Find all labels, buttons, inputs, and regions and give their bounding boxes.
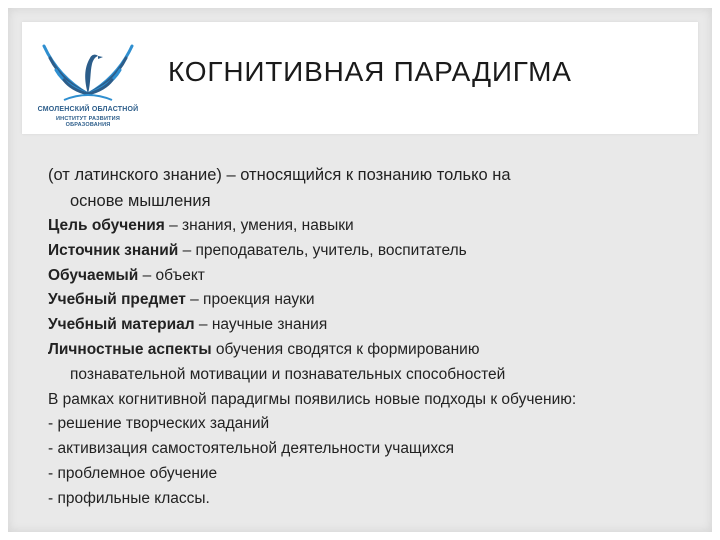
list-item — [48, 288, 692, 313]
logo-text-line2: ИНСТИТУТ РАЗВИТИЯ ОБРАЗОВАНИЯ — [56, 116, 120, 128]
approach-item: - решение творческих заданий — [48, 415, 270, 433]
definition-line-1: (от латинского знание) – относящийся к познанию только на — [48, 166, 511, 184]
definition-paragraph — [48, 162, 692, 214]
item-text: – объект — [138, 266, 205, 284]
item-text: – знания, умения, навыки — [164, 217, 354, 234]
item-term: Цель обучения — [48, 217, 165, 234]
item-term: Источник знаний — [48, 241, 179, 259]
aspects-line-1 — [48, 338, 692, 363]
item-term: Учебный предмет — [48, 291, 186, 309]
aspects-line-2: познавательной мотивации и познавательных способностей — [70, 365, 506, 383]
item-text: – научные знания — [194, 316, 328, 334]
aspects-term: Личностные аспекты — [48, 340, 212, 358]
logo-text-line1: СМОЛЕНСКИЙ ОБЛАСТНОЙ — [37, 106, 139, 113]
item-term: Учебный материал — [48, 316, 195, 334]
item-term: Обучаемый — [48, 266, 139, 284]
bird-wings-logo-icon — [34, 28, 142, 106]
title-banner — [22, 22, 698, 134]
approach-item: - проблемное обучение — [48, 464, 218, 482]
aspects-text-1: обучения сводятся к формированию — [211, 340, 480, 358]
item-text: – преподаватель, учитель, воспитатель — [178, 241, 467, 259]
slide-body — [48, 162, 692, 512]
approach-item: - профильные классы. — [48, 489, 210, 507]
list-item — [48, 264, 692, 289]
slide-title: КОГНИТИВНАЯ ПАРАДИГМА — [168, 56, 572, 87]
list-item — [48, 214, 692, 239]
approach-item: - активизация самостоятельной деятельности учащихся — [48, 440, 455, 458]
list-item — [48, 239, 692, 264]
institute-logo — [34, 28, 142, 128]
aspects-paragraph — [48, 338, 692, 388]
approaches-intro: В рамках когнитивной парадигмы появились новые подходы к обучению: — [48, 390, 577, 408]
definition-line-2: основе мышления — [70, 192, 211, 210]
item-text: – проекция науки — [185, 291, 315, 309]
list-item — [48, 313, 692, 338]
